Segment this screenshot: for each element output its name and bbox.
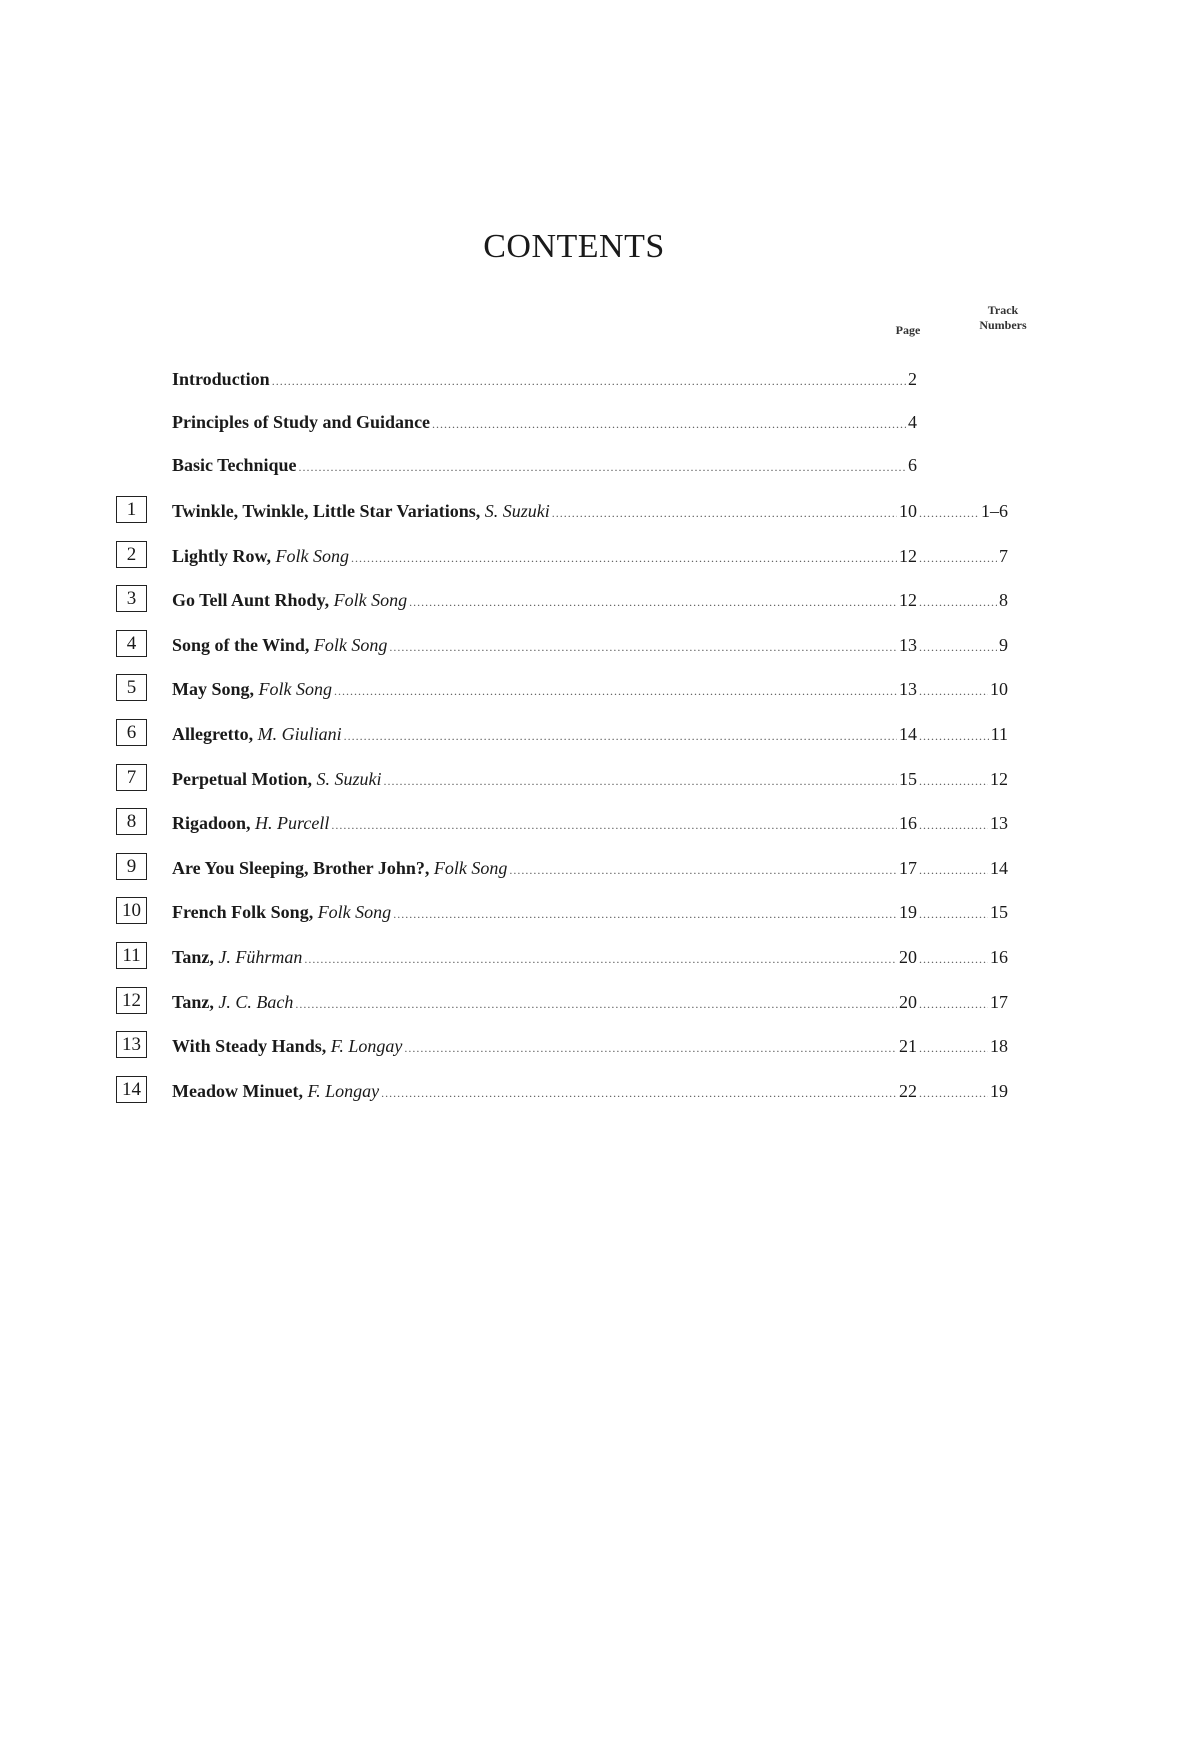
- track-header-line2: Numbers: [979, 318, 1027, 332]
- toc-entry-line: [172, 942, 917, 974]
- piece-author: J. C. Bach: [218, 992, 294, 1012]
- toc-entry: [0, 450, 1200, 480]
- piece-track: 17: [990, 992, 1008, 1012]
- leader-dots: [509, 855, 897, 885]
- entry-page: 2: [908, 369, 917, 389]
- piece-author: S. Suzuki: [484, 501, 550, 521]
- track-cell: [918, 585, 1008, 617]
- track-cell: [918, 987, 1008, 1019]
- piece-page: 17: [899, 858, 917, 878]
- piece-page: 16: [899, 813, 917, 833]
- leader-dots: [919, 676, 988, 706]
- piece-title: Lightly Row,: [172, 546, 272, 566]
- leader-dots: [919, 632, 997, 662]
- piece-page: 13: [899, 635, 917, 655]
- leader-dots: [404, 1033, 897, 1063]
- piece-author: F. Longay: [330, 1036, 403, 1056]
- piece-author: Folk Song: [317, 902, 392, 922]
- piece-number-box: 4: [116, 630, 147, 657]
- leader-dots: [299, 452, 906, 482]
- toc-entry: [0, 407, 1200, 437]
- leader-dots: [383, 766, 897, 796]
- toc-piece-row: [0, 853, 1200, 883]
- piece-title: Perpetual Motion,: [172, 769, 312, 789]
- toc-piece-row: [0, 630, 1200, 660]
- toc-piece-row: [0, 942, 1200, 972]
- toc-entry-line: [172, 585, 917, 617]
- track-header-line1: Track: [987, 303, 1019, 317]
- piece-author: Folk Song: [258, 679, 333, 699]
- toc-piece-row: [0, 674, 1200, 704]
- piece-page: 10: [899, 501, 917, 521]
- piece-author: Folk Song: [275, 546, 350, 566]
- toc-entry-line: [172, 674, 917, 706]
- leader-dots: [919, 498, 979, 528]
- leader-dots: [919, 855, 988, 885]
- leader-dots: [919, 721, 989, 751]
- piece-page: 20: [899, 992, 917, 1012]
- piece-author: S. Suzuki: [316, 769, 382, 789]
- piece-author: Folk Song: [333, 590, 408, 610]
- toc-piece-row: [0, 719, 1200, 749]
- leader-dots: [344, 721, 897, 751]
- piece-author: J. Führman: [218, 947, 303, 967]
- piece-track: 14: [990, 858, 1008, 878]
- piece-number-box: 11: [116, 942, 147, 969]
- toc-entry-line: [172, 897, 917, 929]
- leader-dots: [919, 989, 988, 1019]
- piece-title: Are You Sleeping, Brother John?,: [172, 858, 430, 878]
- leader-dots: [304, 944, 897, 974]
- page-column-header: Page: [895, 323, 921, 337]
- toc-piece-row: [0, 764, 1200, 794]
- track-cell: [918, 496, 1008, 528]
- piece-page: 20: [899, 947, 917, 967]
- track-cell: [918, 630, 1008, 662]
- piece-track: 8: [999, 590, 1008, 610]
- piece-page: 21: [899, 1036, 917, 1056]
- track-cell: [918, 1031, 1008, 1063]
- piece-title: May Song,: [172, 679, 255, 699]
- entry-page: 6: [908, 455, 917, 475]
- toc-entry-line: [172, 719, 917, 751]
- piece-number-box: 13: [116, 1031, 147, 1058]
- piece-track: 12: [990, 769, 1008, 789]
- piece-author: F. Longay: [307, 1081, 380, 1101]
- track-cell: [918, 674, 1008, 706]
- toc-piece-row: [0, 585, 1200, 615]
- toc-piece-row: [0, 1076, 1200, 1106]
- piece-track: 7: [999, 546, 1008, 566]
- leader-dots: [432, 409, 906, 439]
- piece-track: 9: [999, 635, 1008, 655]
- track-cell: [918, 942, 1008, 974]
- piece-title: Tanz,: [172, 992, 214, 1012]
- piece-track: 11: [990, 724, 1008, 744]
- toc-entry-line: [172, 364, 917, 396]
- leader-dots: [919, 1033, 988, 1063]
- piece-number-box: 14: [116, 1076, 147, 1103]
- piece-author: Folk Song: [313, 635, 388, 655]
- piece-title: Song of the Wind,: [172, 635, 310, 655]
- leader-dots: [919, 1078, 988, 1108]
- toc-entry-line: [172, 1031, 917, 1063]
- piece-title: Twinkle, Twinkle, Little Star Variations,: [172, 501, 481, 521]
- toc-piece-row: [0, 1031, 1200, 1061]
- piece-number-box: 9: [116, 853, 147, 880]
- piece-track: 18: [990, 1036, 1008, 1056]
- leader-dots: [272, 366, 906, 396]
- piece-number-box: 5: [116, 674, 147, 701]
- leader-dots: [389, 632, 897, 662]
- piece-page: 15: [899, 769, 917, 789]
- track-cell: [918, 1076, 1008, 1108]
- piece-title: With Steady Hands,: [172, 1036, 327, 1056]
- piece-track: 15: [990, 902, 1008, 922]
- piece-author: M. Giuliani: [257, 724, 342, 744]
- piece-number-box: 12: [116, 987, 147, 1014]
- leader-dots: [381, 1078, 897, 1108]
- track-cell: [918, 541, 1008, 573]
- toc-piece-row: [0, 808, 1200, 838]
- track-cell: [918, 853, 1008, 885]
- piece-track: 1–6: [981, 501, 1008, 521]
- piece-page: 12: [899, 590, 917, 610]
- piece-number-box: 2: [116, 541, 147, 568]
- toc-entry-line: [172, 1076, 917, 1108]
- piece-title: Allegretto,: [172, 724, 254, 744]
- track-cell: [918, 897, 1008, 929]
- piece-number-box: 10: [116, 897, 147, 924]
- toc-entry-line: [172, 496, 917, 528]
- leader-dots: [295, 989, 897, 1019]
- toc-piece-row: [0, 496, 1200, 526]
- entry-page: 4: [908, 412, 917, 432]
- piece-title: Rigadoon,: [172, 813, 251, 833]
- entry-title: Introduction: [172, 369, 270, 389]
- piece-title: Meadow Minuet,: [172, 1081, 303, 1101]
- piece-page: 22: [899, 1081, 917, 1101]
- toc-entry-line: [172, 987, 917, 1019]
- toc-piece-row: [0, 897, 1200, 927]
- leader-dots: [351, 543, 897, 573]
- toc-entry-line: [172, 541, 917, 573]
- track-cell: [918, 808, 1008, 840]
- piece-title: French Folk Song,: [172, 902, 314, 922]
- piece-track: 13: [990, 813, 1008, 833]
- piece-page: 14: [899, 724, 917, 744]
- track-cell: [918, 764, 1008, 796]
- piece-track: 10: [990, 679, 1008, 699]
- leader-dots: [919, 899, 988, 929]
- toc-piece-row: [0, 541, 1200, 571]
- piece-title: Go Tell Aunt Rhody,: [172, 590, 330, 610]
- toc-entry-line: [172, 764, 917, 796]
- piece-track: 19: [990, 1081, 1008, 1101]
- track-numbers-column-header: [968, 303, 1038, 333]
- piece-number-box: 7: [116, 764, 147, 791]
- piece-number-box: 8: [116, 808, 147, 835]
- leader-dots: [393, 899, 897, 929]
- leader-dots: [919, 810, 988, 840]
- entry-title: Basic Technique: [172, 455, 297, 475]
- toc-entry-line: [172, 853, 917, 885]
- track-cell: [918, 719, 1008, 751]
- piece-track: 16: [990, 947, 1008, 967]
- leader-dots: [334, 676, 897, 706]
- toc-entry-line: [172, 450, 917, 482]
- leader-dots: [919, 543, 997, 573]
- toc-entry: [0, 364, 1200, 394]
- leader-dots: [552, 498, 897, 528]
- toc-entry-line: [172, 630, 917, 662]
- piece-page: 13: [899, 679, 917, 699]
- leader-dots: [919, 944, 988, 974]
- entry-title: Principles of Study and Guidance: [172, 412, 431, 432]
- leader-dots: [409, 587, 897, 617]
- toc-entry-line: [172, 407, 917, 439]
- piece-number-box: 6: [116, 719, 147, 746]
- page-title: CONTENTS: [483, 228, 665, 265]
- piece-page: 12: [899, 546, 917, 566]
- leader-dots: [331, 810, 897, 840]
- piece-author: Folk Song: [433, 858, 508, 878]
- toc-piece-row: [0, 987, 1200, 1017]
- piece-number-box: 3: [116, 585, 147, 612]
- piece-page: 19: [899, 902, 917, 922]
- piece-author: H. Purcell: [255, 813, 330, 833]
- piece-number-box: 1: [116, 496, 147, 523]
- toc-entry-line: [172, 808, 917, 840]
- piece-title: Tanz,: [172, 947, 214, 967]
- leader-dots: [919, 587, 997, 617]
- leader-dots: [919, 766, 988, 796]
